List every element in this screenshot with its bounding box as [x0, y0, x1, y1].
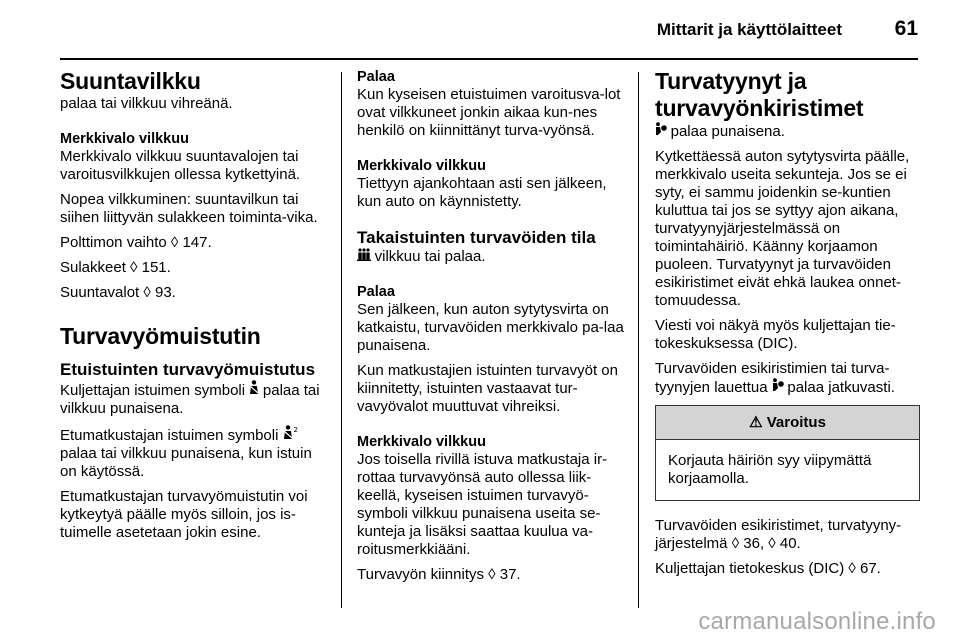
paragraph: Tiettyyn ajankohtaan asti sen jälkeen, kun auto on käynnistetty. — [357, 175, 607, 210]
paragraph: Kuljettajan istuimen symboli palaa tai vilkkuu punaisena. — [60, 382, 320, 417]
paragraph: Jos toisella rivillä istuva matkustaja ir-rottaa turvavyönsä auto ollessa liik-keellä, kyseisen istuimen turvavyö-symboli vilkkuu punaisena useita se-kunteja ja lisäksi saattaa kuulua va-roitusmerkkiääni. — [357, 451, 608, 558]
column-2 — [357, 68, 625, 591]
paragraph: Merkkivalo vilkkuu suuntavalojen tai varoitusvilkkujen ollessa kytkettyinä. — [60, 148, 301, 183]
cross-reference[interactable]: Turvavyön kiinnitys ◊ 37. — [357, 566, 521, 583]
paragraph: Nopea vilkkuminen: suuntavilkun tai siihen liittyvän sulakkeen toiminta-vika. — [60, 191, 318, 226]
svg-text:2: 2 — [293, 426, 298, 434]
warning-triangle-icon: ⚠ — [749, 414, 763, 431]
paragraph: Kun kyseisen etuistuimen varoitusva-lot ovat vilkkuneet jonkin aikaa kun-nes henkilö on kiinnittänyt turva-vyönsä. — [357, 86, 621, 139]
watermark: carmanualsonline.info — [698, 608, 936, 635]
page-number: 61 — [894, 17, 918, 40]
subheading-light-flashes: Merkkivalo vilkkuu — [60, 131, 189, 147]
paragraph: Etumatkustajan turvavyömuistutin voi kytkeytyä päälle myös silloin, jos is-tuimelle asetetaan jokin esine. — [60, 488, 308, 541]
heading-turn-signal: Suuntavilkku — [60, 68, 201, 94]
paragraph: Kytkettäessä auton sytytysvirta päälle, merkkivalo useita sekunteja. Jos se ei syty, ei sammu joidenkin se-kuntien kuluttua tai jos se syttyy ajon aikana, turvatyynyjärjestelmässä on toimintahäiriö. Käänny korjaamon puoleen. Turvatyynyt ja turvavöiden esikiristimet eivät ehkä laukea onnet-tomuudessa. — [655, 148, 910, 309]
cross-reference[interactable]: Suuntavalot ◊ 93. — [60, 284, 176, 301]
paragraph: Viesti voi näkyä myös kuljettajan tie-tokeskuksessa (DIC). — [655, 317, 896, 352]
column-3 — [655, 68, 920, 585]
warning-header: ⚠ Varoitus — [656, 406, 919, 440]
rear-seatbelt-icon — [357, 249, 375, 264]
cross-reference[interactable]: Kuljettajan tietokeskus (DIC) ◊ 67. — [655, 560, 881, 577]
cross-reference[interactable]: Turvavöiden esikiristimet, turvatyyny-järjestelmä ◊ 36, ◊ 40. — [655, 517, 902, 552]
paragraph: Kun matkustajien istuinten turvavyöt on kiinnitetty, istuinten vastaavat tur-vavyövalot muuttuvat vihreiksi. — [357, 362, 618, 415]
subheading-light-flashes: Merkkivalo vilkkuu — [357, 434, 486, 450]
paragraph: palaa tai vilkkuu vihreänä. — [60, 95, 233, 112]
cross-reference[interactable]: Sulakkeet ◊ 151. — [60, 259, 171, 276]
cross-reference[interactable]: Polttimon vaihto ◊ 147. — [60, 234, 212, 251]
paragraph: Turvavöiden esikiristimien tai turva-tyynyjen lauettua palaa jatkuvasti. — [655, 360, 895, 396]
warning-box — [655, 405, 920, 501]
header-title: Mittarit ja käyttölaitteet — [656, 20, 842, 39]
subheading-front-seat-reminder: Etuistuinten turvavyömuistutus — [60, 360, 316, 379]
passenger-seatbelt-icon — [283, 428, 299, 443]
heading-seatbelt-reminder: Turvavyömuistutin — [60, 323, 261, 349]
column-1 — [60, 68, 328, 549]
heading-airbags: Turvatyynyt ja turvavyönkiristimet — [655, 68, 864, 121]
column-divider — [341, 72, 342, 608]
paragraph: Etumatkustajan istuimen symboli 2 palaa tai vilkkuu punaisena, kun istuin on käytössä. — [60, 426, 312, 480]
warning-text: Korjauta häiriön syy viipymättä korjaamolla. — [668, 452, 872, 487]
paragraph: vilkkuu tai palaa. — [357, 248, 625, 266]
driver-seatbelt-icon — [249, 383, 263, 398]
airbag-icon — [772, 380, 788, 395]
paragraph: palaa punaisena. — [655, 122, 920, 141]
header-rule — [60, 58, 918, 60]
subheading-lit: Palaa — [357, 284, 395, 300]
column-divider — [638, 72, 639, 608]
paragraph: Sen jälkeen, kun auton sytytysvirta on katkaistu, turvavöiden merkkivalo pa-laa punaisena. — [357, 301, 624, 354]
subheading-rear-seatbelt-status: Takaistuinten turvavöiden tila — [357, 228, 596, 247]
airbag-icon — [655, 124, 671, 139]
subheading-lit: Palaa — [357, 69, 395, 85]
subheading-light-flashes: Merkkivalo vilkkuu — [357, 158, 486, 174]
